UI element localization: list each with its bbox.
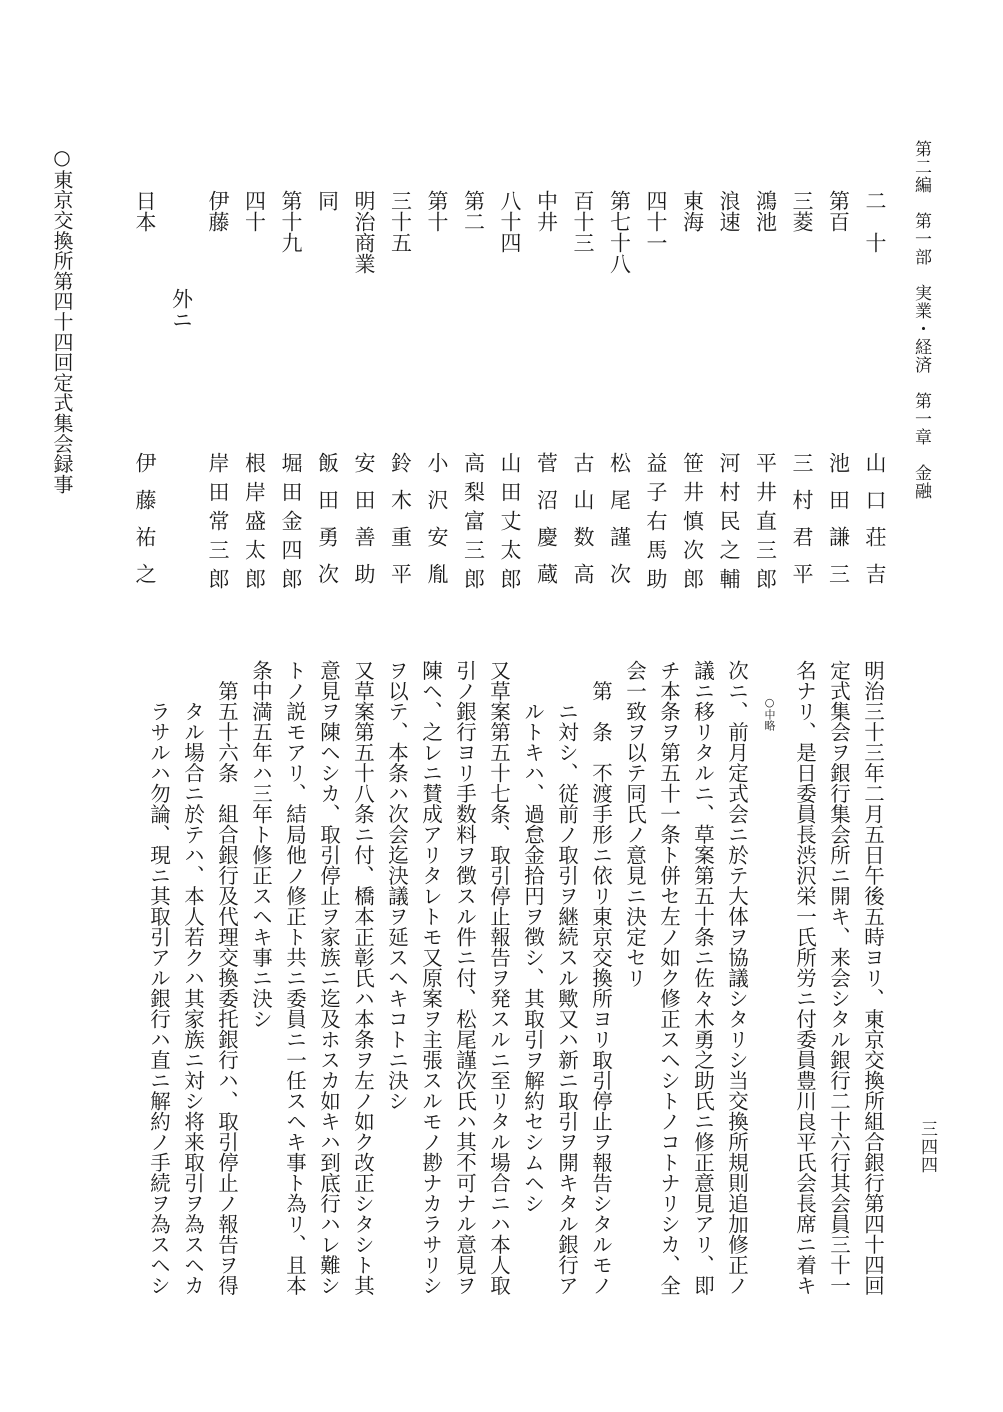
attendee-name: 益子右馬助 <box>644 452 668 597</box>
attendee-name: 堀田金四郎 <box>279 452 303 597</box>
attendee-name: 小沢安胤 <box>425 452 449 600</box>
body-line: 条中満五年ハ三年ト修正スヘキ事ニ決シ <box>248 660 273 1029</box>
body-line: 引ノ銀行ヨリ手数料ヲ徴スル件ニ付、松尾謹次氏ハ其不可ナル意見ヲ <box>452 660 477 1296</box>
attendee-bank: 中井 <box>534 190 559 232</box>
attendee-bank: 浪速 <box>717 190 741 232</box>
attendee-name: 山口荘吉 <box>863 452 887 600</box>
page-number: 三四四 <box>917 1120 937 1174</box>
attendee-name: 高梨富三郎 <box>461 452 486 597</box>
body-line: 定式集会ヲ銀行集会所ニ開キ、来会シタル銀行二十六行其会員三十一 <box>826 660 851 1296</box>
body-line: 意見ヲ陳ヘシカ、取引停止ヲ家族ニ迄及ホスカ如キハ到底行ハレ難シ <box>316 660 341 1296</box>
attendee-bank: 同 <box>315 190 340 211</box>
attendee-bank: 第十 <box>425 190 449 232</box>
attendee-name: 河村民之輔 <box>717 452 741 597</box>
attendee-bank: 三菱 <box>790 190 814 232</box>
attendee-name: 松尾謹次 <box>607 452 632 600</box>
attendee-bank: 東海 <box>680 190 705 232</box>
attendee-bank: 明治商業 <box>352 190 376 274</box>
attendee-bank: 外ニ <box>169 288 194 330</box>
attendee-bank: 四十一 <box>644 190 668 253</box>
body-line: ラサルハ勿論、現ニ其取引アル銀行ハ直ニ解約ノ手続ヲ為スヘシ <box>146 660 171 1296</box>
attendee-bank: 第二 <box>461 190 486 232</box>
attendee-bank: 日本 <box>133 190 157 232</box>
attendee-bank: 百十三 <box>571 190 595 253</box>
body-line: 会一致ヲ以テ同氏ノ意見ニ決定セリ <box>622 660 647 988</box>
body-line: 第 条 不渡手形ニ依リ東京交換所ヨリ取引停止ヲ報告シタルモノ <box>588 660 613 1296</box>
attendee-name: 古山数高 <box>571 452 595 600</box>
attendee-name: 岸田常三郎 <box>206 452 230 597</box>
body-line: チ本条ヲ第五十一条ト併セ左ノ如ク修正スヘシトノコトナリシカ、全 <box>656 660 681 1296</box>
omission-note: ○中略 <box>763 696 776 731</box>
body-line: ルトキハ、過怠金拾円ヲ徴シ、其取引ヲ解約セシムヘシ <box>520 660 545 1214</box>
running-header: 第二編 第一部 実業・経済 第一章 金融 <box>911 140 931 500</box>
attendee-name: 伊藤祐之 <box>133 452 157 600</box>
attendee-bank: 四十 <box>242 190 267 232</box>
attendee-bank: 第七十八 <box>607 190 632 274</box>
attendee-name: 池田謙三 <box>826 452 851 600</box>
body-line: 明治三十三年二月五日午後五時ヨリ、東京交換所組合銀行第四十四回 <box>860 660 885 1296</box>
attendee-bank: 第十九 <box>279 190 303 253</box>
body-line: トノ説モアリ、結局他ノ修正ト共ニ委員ニ一任スヘキ事ト為リ、且本 <box>282 660 307 1296</box>
attendee-name: 山田丈太郎 <box>498 452 522 597</box>
attendee-name: 笹井慎次郎 <box>680 452 705 597</box>
body-line: 第五十六条 組合銀行及代理交換委托銀行ハ、取引停止ノ報告ヲ得 <box>214 660 239 1296</box>
body-line: 議ニ移リタルニ、草案第五十条ニ佐々木勇之助氏ニ修正意見アリ、即 <box>690 660 715 1296</box>
attendee-name: 三村君平 <box>790 452 814 600</box>
attendee-bank: 鴻池 <box>753 190 778 232</box>
section-title: ○東京交換所第四十四回定式集会録事 <box>50 145 74 495</box>
attendee-bank: 三十五 <box>388 190 413 253</box>
attendee-bank: 伊藤 <box>206 190 230 232</box>
attendee-bank: 八十四 <box>498 190 522 253</box>
body-line: 又草案第五十八条ニ付、橋本正彰氏ハ本条ヲ左ノ如ク改正シタシト其 <box>350 660 375 1296</box>
body-line: 名ナリ、是日委員長渋沢栄一氏所労ニ付委員豊川良平氏会長席ニ着キ <box>792 660 817 1296</box>
attendee-name: 根岸盛太郎 <box>242 452 267 597</box>
body-line: タル場合ニ於テハ、本人若クハ其家族ニ対シ将来取引ヲ為スヘカ <box>180 660 205 1296</box>
body-line: 次ニ、前月定式会ニ於テ大体ヲ協議シタリシ当交換所規則追加修正ノ <box>724 660 749 1296</box>
attendee-bank: 第百 <box>826 190 851 232</box>
attendee-name: 安田善助 <box>352 452 376 600</box>
attendee-name: 平井直三郎 <box>753 452 778 597</box>
attendee-name: 飯田勇次 <box>315 452 340 600</box>
body-line: ニ対シ、従前ノ取引ヲ継続スル歟又ハ新ニ取引ヲ開キタル銀行ア <box>554 660 579 1296</box>
body-line: ヲ以テ、本条ハ次会迄決議ヲ延スヘキコトニ決シ <box>384 660 409 1111</box>
body-line: 又草案第五十七条、取引停止報告ヲ発スルニ至リタル場合ニハ本人取 <box>486 660 511 1296</box>
body-line: 陳ヘ、之レニ賛成アリタレトモ又原案ヲ主張スルモノ尠ナカラサリシ <box>418 660 443 1296</box>
attendee-name: 鈴木重平 <box>388 452 413 600</box>
attendee-name: 菅沼慶蔵 <box>534 452 559 600</box>
attendee-bank: 二 十 <box>863 190 887 253</box>
